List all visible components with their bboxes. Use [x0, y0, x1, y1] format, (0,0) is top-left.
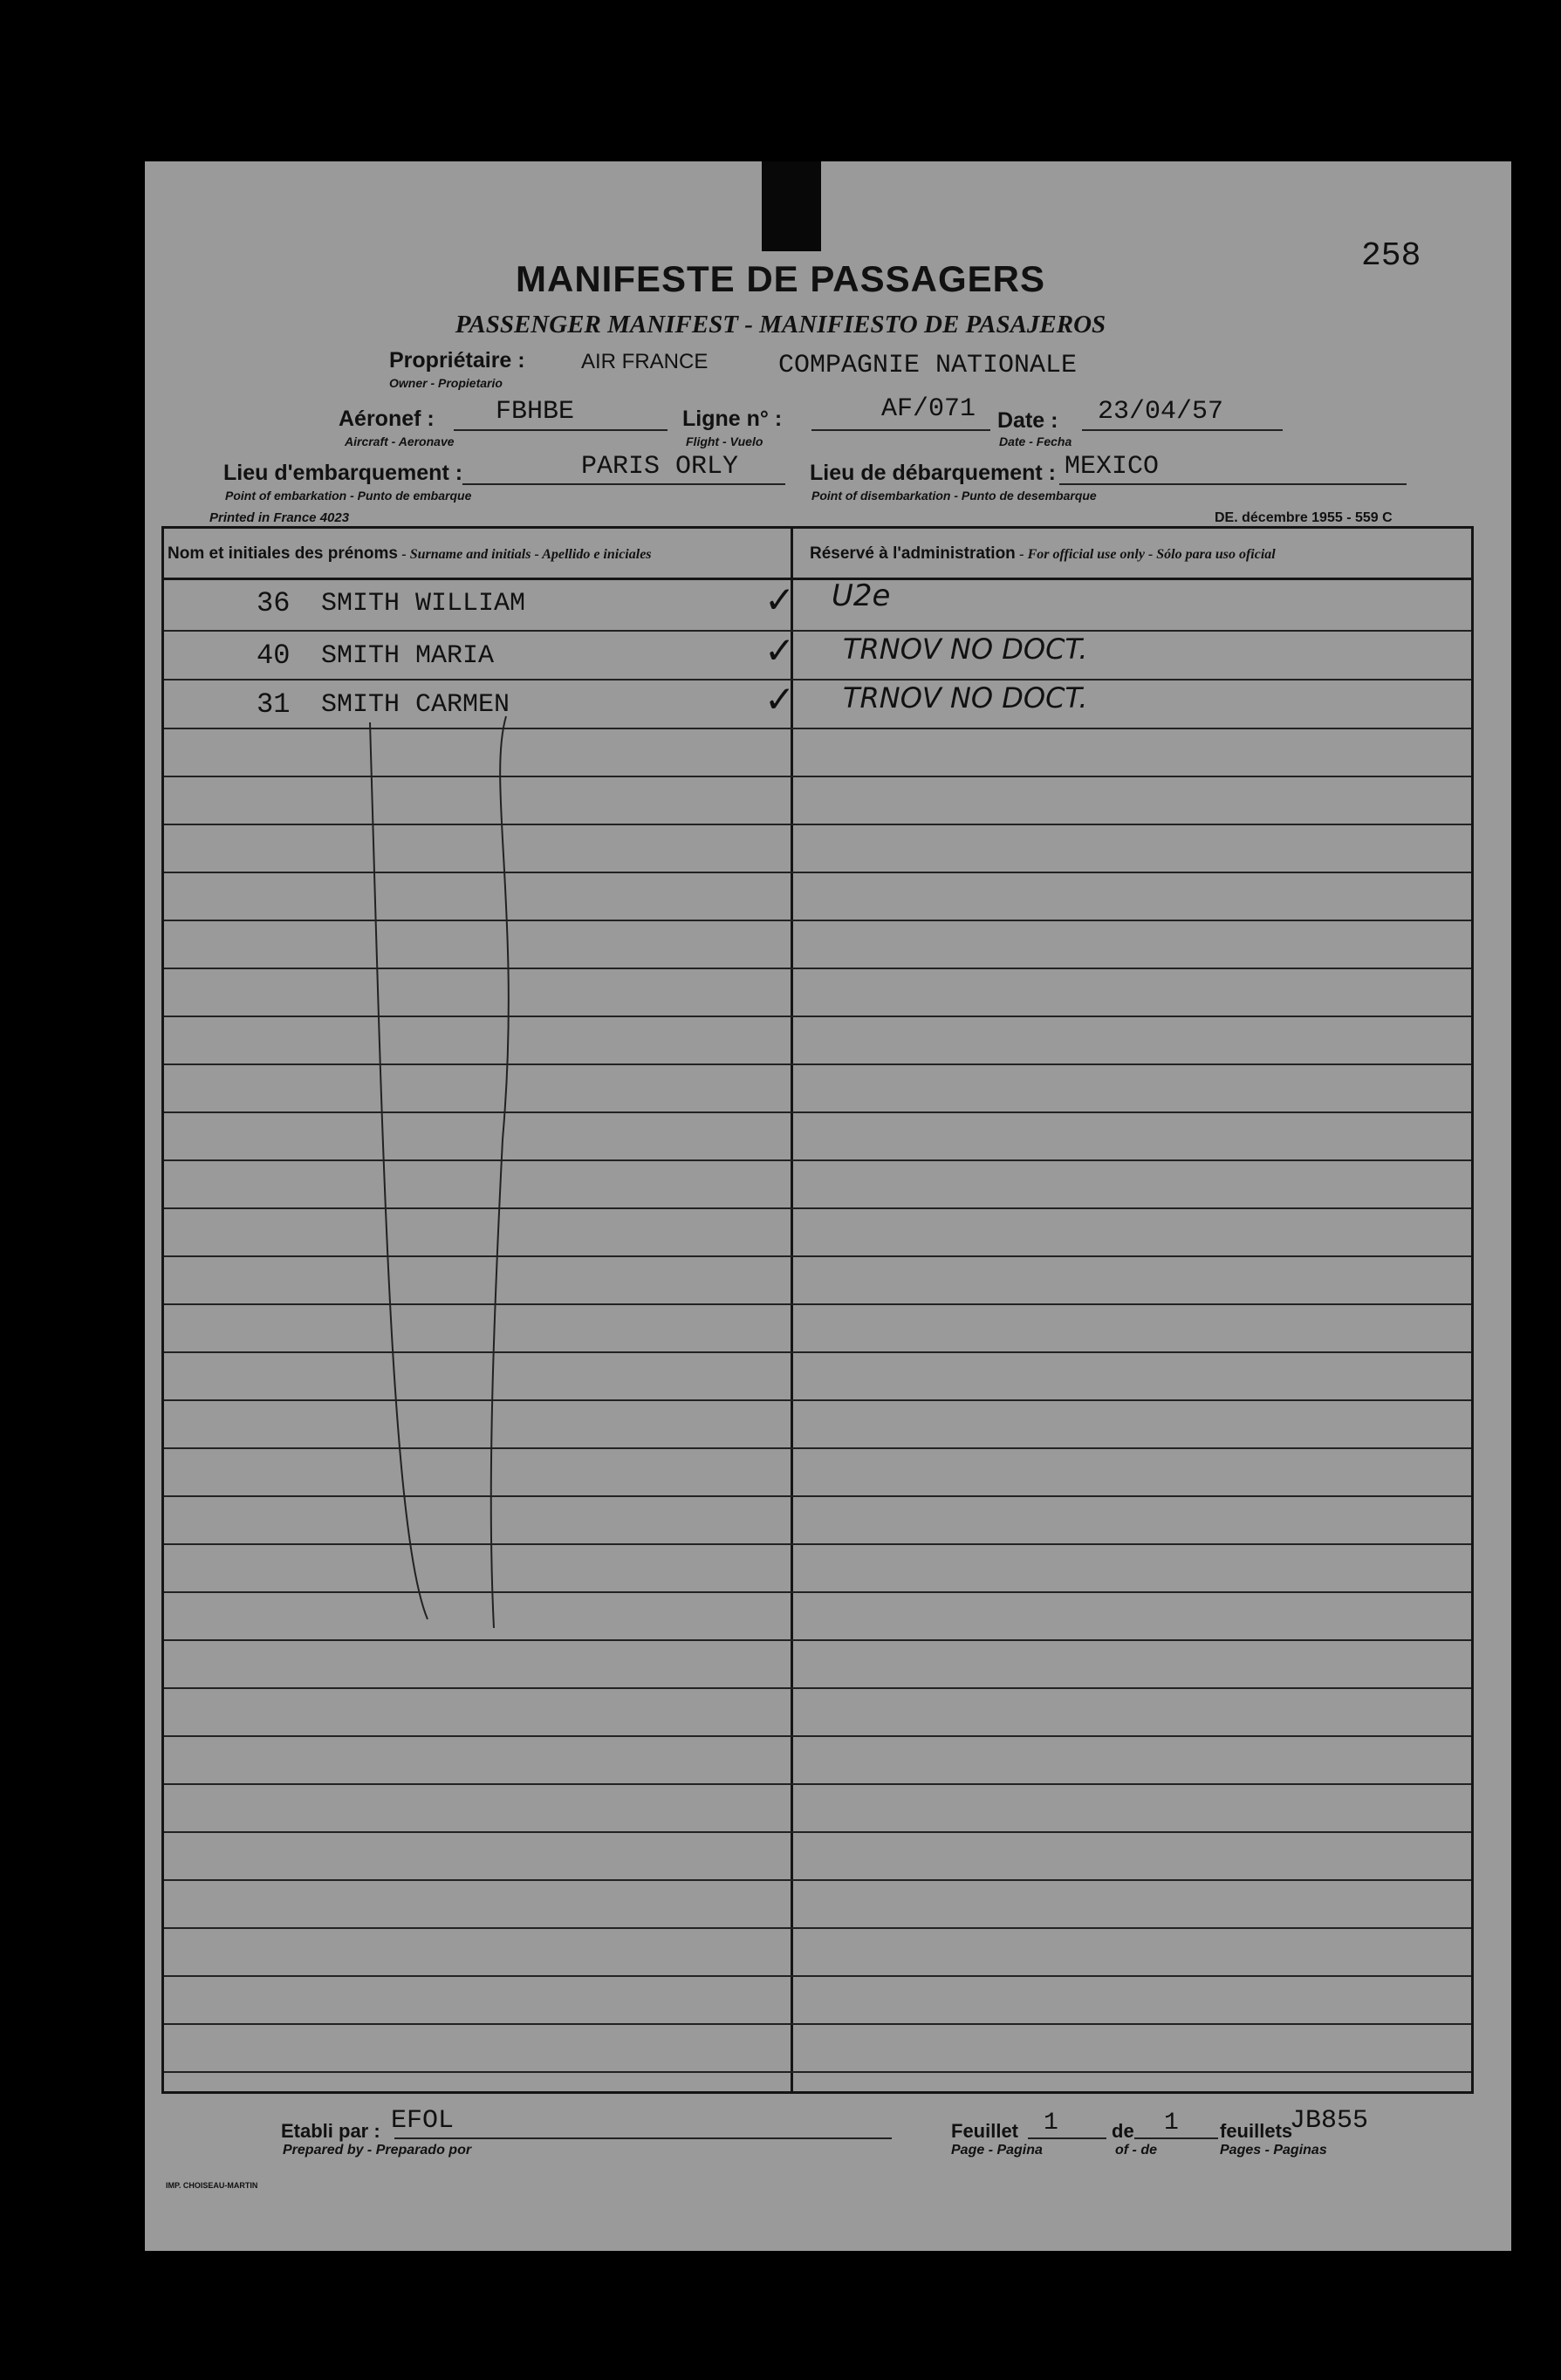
embarkation-underline	[462, 483, 785, 485]
admin-note: TRNOV NO DOCT.	[843, 681, 1088, 715]
passenger-table	[161, 526, 1474, 2094]
flight-label: Ligne n° :	[682, 407, 783, 431]
page-number: 258	[1361, 237, 1421, 275]
col2-header-label: Réservé à l'administration	[810, 544, 1016, 563]
aircraft-label: Aéronef :	[339, 407, 435, 431]
admin-note: TRNOV NO DOCT.	[843, 633, 1088, 666]
of-underline	[1134, 2137, 1218, 2139]
ditto-lines	[164, 529, 1473, 2090]
passenger-name: SMITH WILLIAM	[321, 589, 526, 619]
reference-value: JB855	[1290, 2106, 1369, 2136]
passenger-age: 36	[257, 587, 291, 619]
col1-header-label: Nom et initiales des prénoms	[168, 544, 398, 563]
flight-value: AF/071	[881, 394, 976, 424]
aircraft-value: FBHBE	[496, 397, 575, 427]
aircraft-underline	[454, 429, 668, 431]
date-label: Date :	[997, 408, 1058, 433]
ditto-line-left	[370, 722, 428, 1619]
pages-label: feuillets	[1220, 2120, 1293, 2142]
flight-underline	[811, 429, 990, 431]
form-subtitle: PASSENGER MANIFEST - MANIFIESTO DE PASAJEROS	[455, 311, 1106, 339]
passenger-name: SMITH CARMEN	[321, 690, 510, 720]
disembarkation-value: MEXICO	[1065, 452, 1160, 482]
owner-typed-value: COMPAGNIE NATIONALE	[778, 351, 1078, 380]
prepared-value: EFOL	[391, 2106, 455, 2136]
date-underline	[1082, 429, 1283, 431]
pages-sublabel: Pages - Paginas	[1220, 2143, 1327, 2158]
owner-printed-value: AIR FRANCE	[581, 350, 709, 373]
embarkation-value: PARIS ORLY	[581, 452, 739, 482]
of-sublabel: of - de	[1115, 2143, 1157, 2158]
passenger-name: SMITH MARIA	[321, 641, 495, 671]
of-label: de	[1112, 2120, 1134, 2142]
embarkation-label: Lieu d'embarquement :	[223, 461, 463, 485]
date-value: 23/04/57	[1098, 397, 1224, 427]
prepared-underline	[394, 2137, 892, 2139]
aircraft-sublabel: Aircraft - Aeronave	[345, 434, 455, 448]
prepared-sublabel: Prepared by - Preparado por	[283, 2143, 472, 2158]
sheet-underline	[1028, 2137, 1106, 2139]
ditto-line-right	[491, 716, 509, 1628]
form-title: MANIFESTE DE PASSAGERS	[516, 258, 1045, 299]
passenger-age: 40	[257, 639, 291, 672]
admin-note: U2e	[832, 578, 891, 613]
sheet-value: 1	[1044, 2110, 1058, 2137]
owner-sublabel: Owner - Propietario	[389, 376, 503, 390]
col2-header-italic: - For official use only - Sólo para uso oficial	[1019, 547, 1276, 562]
disembarkation-underline	[1059, 483, 1407, 485]
prepared-label: Etabli par :	[281, 2120, 380, 2142]
disembarkation-label: Lieu de débarquement :	[810, 461, 1056, 485]
form-code: DE. décembre 1955 - 559 C	[1215, 510, 1393, 525]
sheet-sublabel: Page - Pagina	[951, 2143, 1043, 2158]
col1-header-italic: - Surname and initials - Apellido e iniciales	[401, 547, 652, 562]
printed-in-note: Printed in France 4023	[209, 510, 350, 525]
check-mark: ✓	[764, 678, 796, 721]
paper-clip-shadow	[762, 161, 821, 251]
imprint-note: IMP. CHOISEAU-MARTIN	[166, 2181, 258, 2190]
passenger-age: 31	[257, 688, 291, 721]
embarkation-sublabel: Point of embarkation - Punto de embarque	[225, 489, 472, 503]
date-sublabel: Date - Fecha	[999, 434, 1072, 448]
flight-sublabel: Flight - Vuelo	[686, 434, 763, 448]
sheet-label: Feuillet	[951, 2120, 1019, 2142]
owner-label: Propriétaire :	[389, 348, 525, 373]
check-mark: ✓	[764, 578, 796, 621]
total-value: 1	[1164, 2110, 1179, 2137]
disembarkation-sublabel: Point of disembarkation - Punto de desembarque	[811, 489, 1097, 503]
check-mark: ✓	[764, 629, 796, 672]
